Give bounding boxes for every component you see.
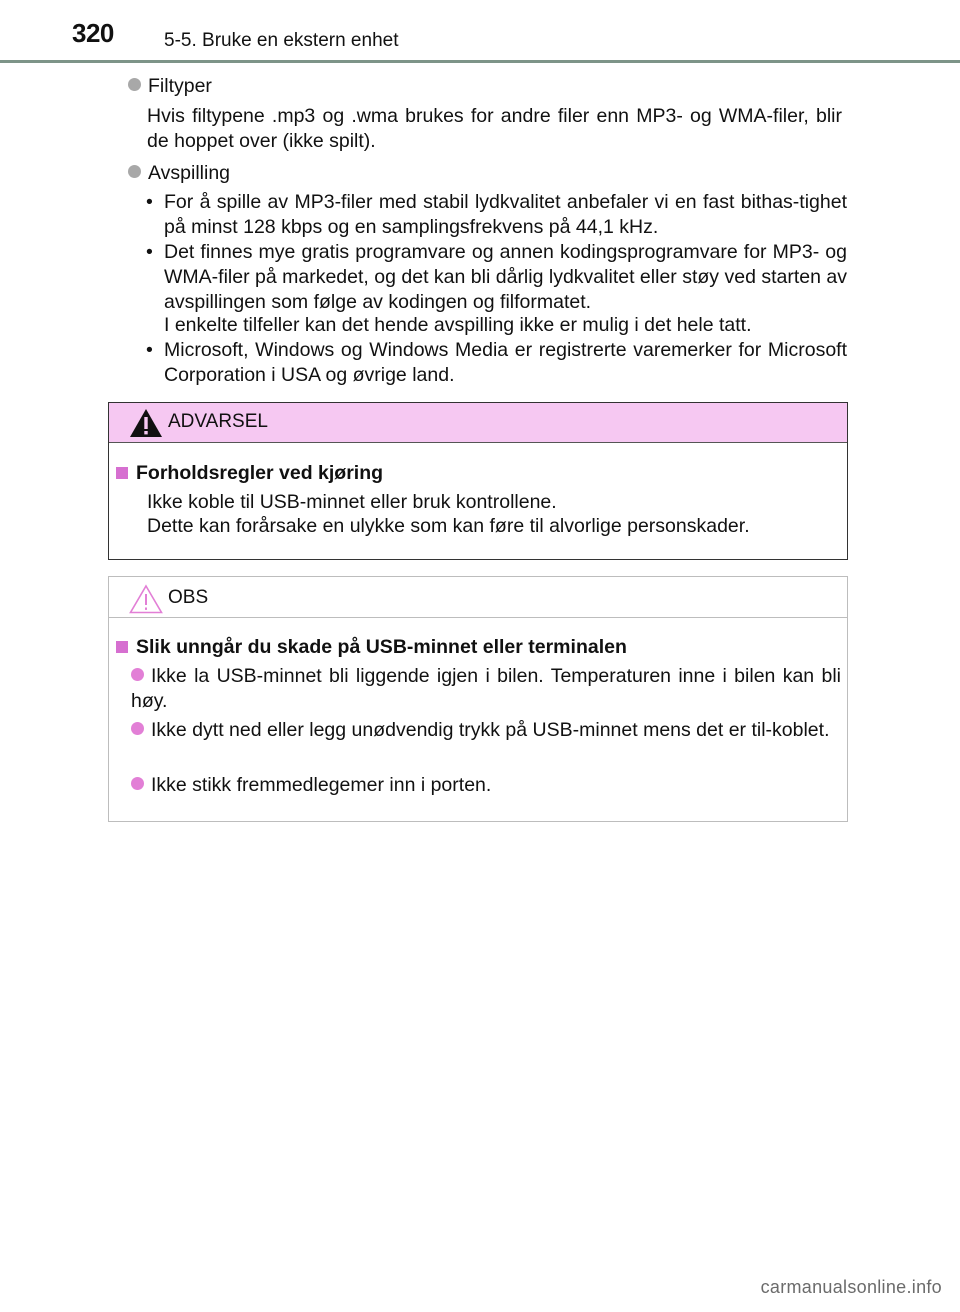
bullet-dot-icon: • [146,241,153,263]
notice-box [108,576,848,822]
pink-square-icon [116,467,128,479]
grey-bullet-icon [128,165,141,178]
filetypes-heading-row [128,74,212,99]
pink-bullet-icon [131,777,144,790]
pink-square-icon [116,641,128,653]
list-item [146,338,846,388]
filetypes-body: Hvis filtypene .mp3 og .wma brukes for andre filer enn MP3- og WMA-filer, blir de hoppet over (ikke spilt). [147,105,842,152]
warning-subheading-row [116,461,383,486]
warning-line-1: Ikke koble til USB-minnet eller bruk kontrollene. [147,491,557,513]
list-item [131,664,841,714]
notice-item-3: Ikke stikk fremmedlegemer inn i porten. [151,774,492,796]
page-header [0,0,960,62]
playback-heading-row [128,161,230,186]
playback-item-3: I enkelte tilfeller kan det hende avspilling ikke er mulig i det hele tatt. [164,314,752,336]
list-item [146,190,846,240]
notice-header [109,577,847,618]
header-rule [0,60,960,63]
list-item [146,240,846,315]
playback-item-1: For å spille av MP3-filer med stabil lydkvalitet anbefaler vi en fast bithas-tighet på minst 128 kbps og en samplingsfrekvens på 44,1 kHz. [164,191,847,238]
notice-item-2: Ikke dytt ned eller legg unødvendig trykk på USB-minnet mens det er til-koblet. [151,719,830,741]
pink-bullet-icon [131,722,144,735]
watermark: carmanualsonline.info [760,1277,942,1297]
bullet-dot-icon: • [146,191,153,213]
playback-item-4: Microsoft, Windows og Windows Media er registrerte varemerker for Microsoft Corporation i USA og øvrige land. [164,339,847,386]
list-item [131,718,841,743]
list-item [131,773,491,798]
notice-subheading-row [116,635,627,660]
notice-triangle-outline-icon [129,584,163,614]
pink-bullet-icon [131,668,144,681]
playback-heading: Avspilling [148,162,231,184]
bullet-dot-icon: • [146,339,153,361]
warning-box [108,402,848,560]
playback-item-2: Det finnes mye gratis programvare og annen kodingsprogramvare for MP3- og WMA-filer på markedet, og det kan bli dårlig lydkvalitet eller støy ved starten av avspillingen som følge av kodingen og filformatet. [164,241,847,313]
notice-subheading: Slik unngår du skade på USB-minnet eller terminalen [136,636,627,658]
warning-header [109,403,847,443]
grey-bullet-icon [128,78,141,91]
filetypes-heading: Filtyper [148,75,212,97]
notice-title: OBS [168,587,209,608]
notice-item-1: Ikke la USB-minnet bli liggende igjen i bilen. Temperaturen inne i bilen kan bli høy. [131,665,841,712]
section-title: 5-5. Bruke en ekstern enhet [164,30,399,51]
warning-triangle-icon [129,408,163,438]
warning-title: ADVARSEL [168,411,268,432]
warning-line-2: Dette kan forårsake en ulykke som kan føre til alvorlige personskader. [147,515,750,537]
warning-subheading: Forholdsregler ved kjøring [136,462,384,484]
page-number: 320 [72,18,114,48]
